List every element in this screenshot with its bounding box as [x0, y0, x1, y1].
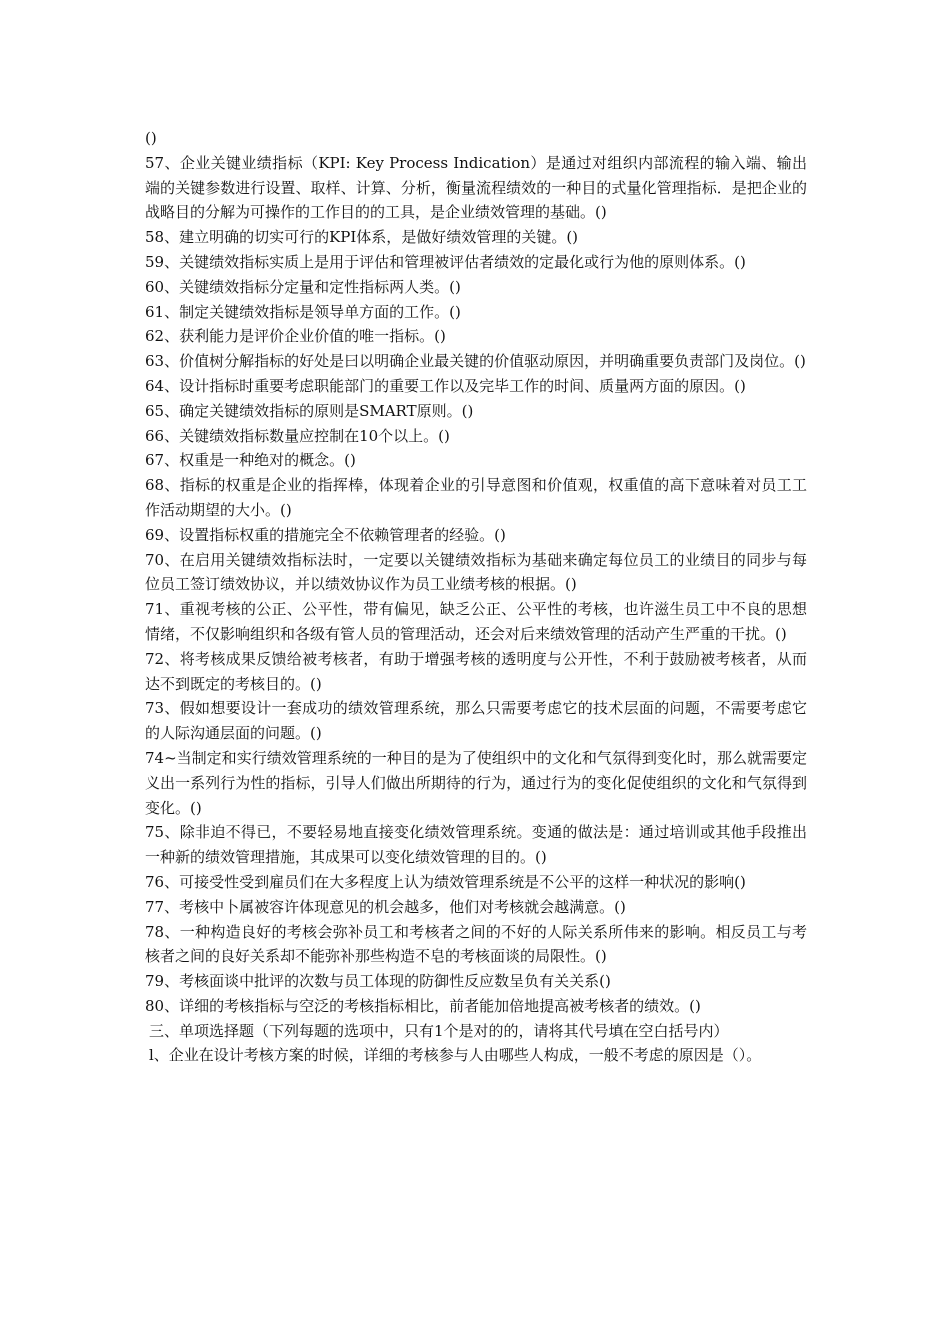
- paragraph-item-69: 69、设置指标权重的措施完全不依赖管理者的经验。(): [145, 525, 506, 544]
- paragraph-blank-answer: (): [145, 129, 157, 147]
- paragraph-item-59: 59、关键绩效指标实质上是用于评估和管理被评估者绩效的定最化或行为他的原则体系。(): [145, 252, 746, 271]
- paragraph-item-78: 78、一种构造良好的考核会弥补员工和考核者之间的不好的人际关系所伟来的影响。相反员工与考核者之间的良好关系却不能弥补那些构造不皂的考核面谈的局限性。(): [145, 922, 807, 966]
- paragraph-item-57: 57、企业关键业绩指标（KPI: Key Process Indication）是通过对组织内部流程的输入端、输出端的关键参数进行设置、取样、计算、分析，衡量流程绩效的一种目的式量化管理指标．是把企业的战略目的分解为可操作的工作目的的工具，是企业绩效管理的基础。(): [145, 153, 807, 222]
- paragraph-item-80: 80、详细的考核指标与空泛的考核指标相比，前者能加倍地提高被考核者的绩效。(): [145, 996, 701, 1015]
- section-heading-single-choice: 三、单项选择题（下列每题的选项中，只有1个是对的的，请将其代号填在空白括号内）: [149, 1021, 729, 1040]
- paragraph-item-76: 76、可接受性受到雇员们在大多程度上认为绩效管理系统是不公平的这样一种状况的影响(): [145, 872, 746, 891]
- paragraph-item-58: 58、建立明确的切实可行的KPI体系，是做好绩效管理的关键。(): [145, 228, 579, 247]
- paragraph-item-70: 70、在启用关键绩效指标法时，一定要以关键绩效指标为基础来确定每位员工的业绩目的同步与每位员工签订绩效协议，并以绩效协议作为员工业绩考核的根据。(): [145, 550, 807, 594]
- paragraph-item-66: 66、关键绩效指标数量应控制在10个以上。(): [145, 426, 450, 445]
- paragraph-item-60: 60、关键绩效指标分定量和定性指标两人类。(): [145, 277, 461, 296]
- document-body: [145, 126, 807, 1068]
- paragraph-item-74: 74~当制定和实行绩效管理系统的一种目的是为了使组织中的文化和气氛得到变化时，那么就需要定义出一系列行为性的指标，引导人们做出所期待的行为，通过行为的变化促使组织的文化和气氛得到变化。(): [145, 748, 807, 817]
- paragraph-item-75: 75、除非迫不得已，不要轻易地直接变化绩效管理系统。变通的做法是：通过培训或其他手段推出一种新的绩效管理措施，其成果可以变化绩效管理的目的。(): [145, 823, 807, 867]
- paragraph-item-67: 67、权重是一种绝对的概念。(): [145, 451, 356, 470]
- paragraph-item-72: 72、将考核成果反馈给被考核者，有助于增强考核的透明度与公开性，不利于鼓励被考核者，从而达不到既定的考核目的。(): [145, 649, 807, 693]
- paragraph-item-64: 64、设计指标时重要考虑职能部门的重要工作以及完毕工作的时间、质量两方面的原因。(): [145, 376, 746, 395]
- paragraph-item-63: 63、价值树分解指标的好处是曰以明确企业最关键的价值驱动原因，并明确重要负责部门及岗位。(): [145, 352, 806, 371]
- paragraph-item-68: 68、指标的权重是企业的指挥棒，体现着企业的引导意图和价值观，权重值的高下意味着对员工工作活动期望的大小。(): [145, 476, 807, 519]
- paragraph-item-61: 61、制定关键绩效指标是领导单方面的工作。(): [145, 302, 461, 321]
- paragraph-question-1: l、企业在设计考核方案的时候，详细的考核参与人由哪些人构成，一般不考虑的原因是（）。: [149, 1046, 762, 1065]
- paragraph-item-77: 77、考核中卜属被容许体现意见的机会越多，他们对考核就会越满意。(): [145, 897, 626, 916]
- paragraph-item-71: 71、重视考核的公正、公平性，带有偏见，缺乏公正、公平性的考核，也许滋生员工中不良的思想情绪，不仅影响组织和各级有管人员的管理活动，还会对后来绩效管理的活动产生严重的干扰。(): [145, 600, 807, 643]
- paragraph-item-62: 62、获利能力是评价企业价值的唯一指标。(): [145, 327, 446, 346]
- paragraph-item-79: 79、考核面谈中批评的次数与员工体现的防御性反应数呈负有关关系(): [145, 972, 611, 991]
- paragraph-item-73: 73、假如想要设计一套成功的绩效管理系统，那么只需要考虑它的技术层面的问题，不需要考虑它的人际沟通层面的问题。(): [145, 699, 807, 743]
- paragraph-item-65: 65、确定关键绩效指标的原则是SMART原则。(): [145, 401, 474, 420]
